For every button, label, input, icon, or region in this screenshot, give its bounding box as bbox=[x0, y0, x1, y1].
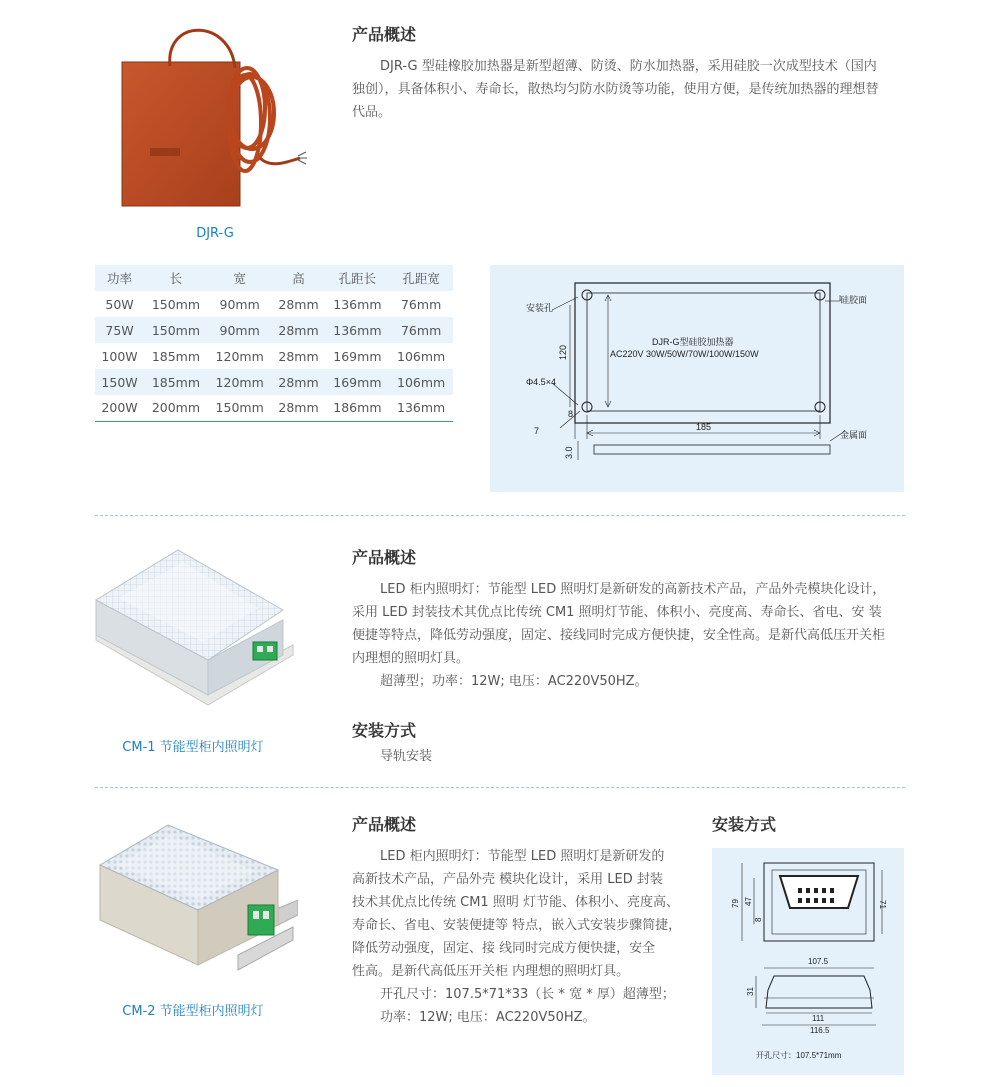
table-header: 高 bbox=[272, 265, 326, 291]
overview-line: 降低劳动强度，固定、接 线同时完成方便快捷，安全 bbox=[352, 941, 656, 956]
table-row bbox=[95, 395, 453, 421]
table-cell: 185mm bbox=[144, 369, 208, 395]
cm1-overview bbox=[352, 578, 912, 693]
table-cell: 90mm bbox=[208, 317, 272, 343]
table-cell: 28mm bbox=[272, 395, 326, 421]
overview-line: 内理想的照明灯具。 bbox=[352, 651, 470, 666]
overview-heading: 产品概述 bbox=[352, 815, 417, 834]
diagram-label-hole: 安装孔 bbox=[526, 303, 554, 313]
table-cell: 169mm bbox=[326, 369, 390, 395]
table-header: 功率 bbox=[95, 265, 144, 291]
table-cell: 100W bbox=[101, 348, 138, 364]
table-cell: 90mm bbox=[219, 296, 260, 312]
cm2-product-image bbox=[88, 805, 298, 990]
diagram-dim-120: 120 bbox=[558, 344, 568, 360]
overview-line: 代品。 bbox=[352, 105, 392, 120]
spec-line: 超薄型；功率：12W; 电压：AC220V50HZ。 bbox=[380, 674, 648, 689]
overview-line: 便捷等特点，降低劳动强度，固定、接线同时完成方便快捷，安全性高。是新代高低压开关柜 bbox=[352, 628, 886, 643]
diagram-dim-1075: 107.5 bbox=[808, 957, 829, 966]
table-cell: 28mm bbox=[272, 317, 326, 343]
table-cell: 136mm bbox=[333, 296, 382, 312]
table-header-row bbox=[95, 265, 453, 291]
diagram-dim-47: 47 bbox=[744, 897, 753, 906]
table-cell: 120mm bbox=[208, 369, 272, 395]
cm2-dimension-diagram bbox=[712, 848, 904, 1075]
table-cell: 50W bbox=[105, 296, 134, 312]
table-cell: 76mm bbox=[400, 296, 442, 312]
diagram-dim-3: 3.0 bbox=[564, 446, 574, 459]
table-cell: 106mm bbox=[389, 369, 453, 395]
install-heading: 安装方式 bbox=[712, 815, 777, 834]
diagram-dim-1165: 116.5 bbox=[810, 1026, 830, 1035]
table-cell: 150mm bbox=[151, 296, 201, 312]
diagram-dim-7: 7 bbox=[534, 426, 540, 436]
overview-heading: 产品概述 bbox=[352, 25, 417, 44]
table-row bbox=[95, 317, 453, 343]
table-cell: 200mm bbox=[144, 395, 208, 421]
table-cell: 150mm bbox=[144, 317, 208, 343]
overview-line: 寿命长、省电、安装便捷等 特点，嵌入式安装步骤简捷， bbox=[352, 918, 682, 933]
diagram-label-silicone: 硅胶面 bbox=[840, 295, 868, 305]
diagram-label-metal: 金属面 bbox=[840, 430, 868, 440]
overview-line: 高新技术产品，产品外壳 模块化设计，采用 LED 封装 bbox=[352, 872, 663, 887]
table-cell: 120mm bbox=[215, 348, 264, 364]
overview-line: LED 柜内照明灯：节能型 LED 照明灯是新研发的高新技术产品，产品外壳模块化设计， bbox=[380, 582, 886, 597]
table-header: 孔距宽 bbox=[389, 265, 453, 291]
heater-product-image bbox=[110, 18, 320, 214]
table-cell: 169mm bbox=[333, 348, 382, 364]
diagram-label-title: DJR-G型硅胶加热器 bbox=[652, 337, 734, 347]
diagram-cutout-label: 开孔尺寸：107.5*71mm bbox=[756, 1051, 842, 1060]
overview-line: 技术其优点比传统 CM1 照明 灯节能、体积小、亮度高、 bbox=[352, 895, 679, 910]
heater-caption: DJR-G bbox=[196, 226, 234, 241]
overview-line: 独创），具备体积小、寿命长，散热均匀防水防烫等功能，使用方便，是传统加热器的理想替 bbox=[352, 82, 879, 97]
cm2-caption: CM-2 节能型柜内照明灯 bbox=[122, 1004, 264, 1019]
cm2-overview bbox=[352, 845, 692, 1029]
table-header: 宽 bbox=[208, 265, 272, 291]
overview-line: 性高。是新代高低压开关柜 内理想的照明灯具。 bbox=[352, 964, 630, 979]
cm1-caption: CM-1 节能型柜内照明灯 bbox=[122, 740, 264, 755]
table-header: 孔距长 bbox=[326, 265, 390, 291]
overview-line: LED 柜内照明灯：节能型 LED 照明灯是新研发的 bbox=[380, 849, 665, 864]
diagram-dim-71: 71 bbox=[878, 900, 887, 909]
diagram-dim-185: 185 bbox=[696, 422, 712, 432]
table-cell: 185mm bbox=[151, 348, 201, 364]
table-cell: 106mm bbox=[397, 348, 446, 364]
overview-heading: 产品概述 bbox=[352, 548, 417, 567]
size-line: 开孔尺寸：107.5*71*33（长 * 宽 * 厚）超薄型； bbox=[380, 987, 675, 1002]
heater-overview bbox=[352, 55, 912, 124]
heater-dimension-diagram bbox=[490, 265, 904, 492]
diagram-dim-79: 79 bbox=[731, 899, 740, 908]
section-divider bbox=[95, 515, 905, 516]
table-cell: 76mm bbox=[389, 317, 453, 343]
diagram-dim-111: 111 bbox=[812, 1014, 825, 1023]
heater-spec-table bbox=[95, 265, 453, 422]
diagram-dim-8: 8 bbox=[568, 409, 574, 419]
overview-line: DJR-G 型硅橡胶加热器是新型超薄、防烫、防水加热器，采用硅胶一次成型技术（国内 bbox=[380, 59, 877, 74]
table-cell: 28mm bbox=[278, 296, 319, 312]
table-cell: 28mm bbox=[278, 348, 319, 364]
table-cell: 150mm bbox=[208, 395, 272, 421]
table-cell: 200W bbox=[95, 395, 144, 421]
table-row bbox=[95, 369, 453, 395]
diagram-dim-31: 31 bbox=[746, 987, 755, 996]
table-cell: 136mm bbox=[389, 395, 453, 421]
table-cell: 28mm bbox=[272, 369, 326, 395]
table-cell: 186mm bbox=[326, 395, 390, 421]
table-row bbox=[95, 343, 453, 369]
table-cell: 150W bbox=[95, 369, 144, 395]
diagram-label-spec: AC220V 30W/50W/70W/100W/150W bbox=[610, 349, 759, 359]
table-row bbox=[95, 291, 453, 317]
cm1-product-image bbox=[88, 530, 298, 725]
diagram-dim-8: 8 bbox=[754, 917, 763, 922]
install-heading: 安装方式 bbox=[352, 721, 417, 740]
overview-line: 采用 LED 封装技术其优点比传统 CM1 照明灯节能、体积小、亮度高、寿命长、省电、安 装 bbox=[352, 605, 882, 620]
section-divider bbox=[95, 787, 905, 788]
install-text: 导轨安装 bbox=[380, 749, 433, 764]
table-cell: 75W bbox=[95, 317, 144, 343]
spec-line: 功率：12W; 电压：AC220V50HZ。 bbox=[380, 1010, 596, 1025]
table-header: 长 bbox=[144, 265, 208, 291]
table-cell: 136mm bbox=[326, 317, 390, 343]
diagram-label-holes: Φ4.5×4 bbox=[526, 377, 556, 387]
